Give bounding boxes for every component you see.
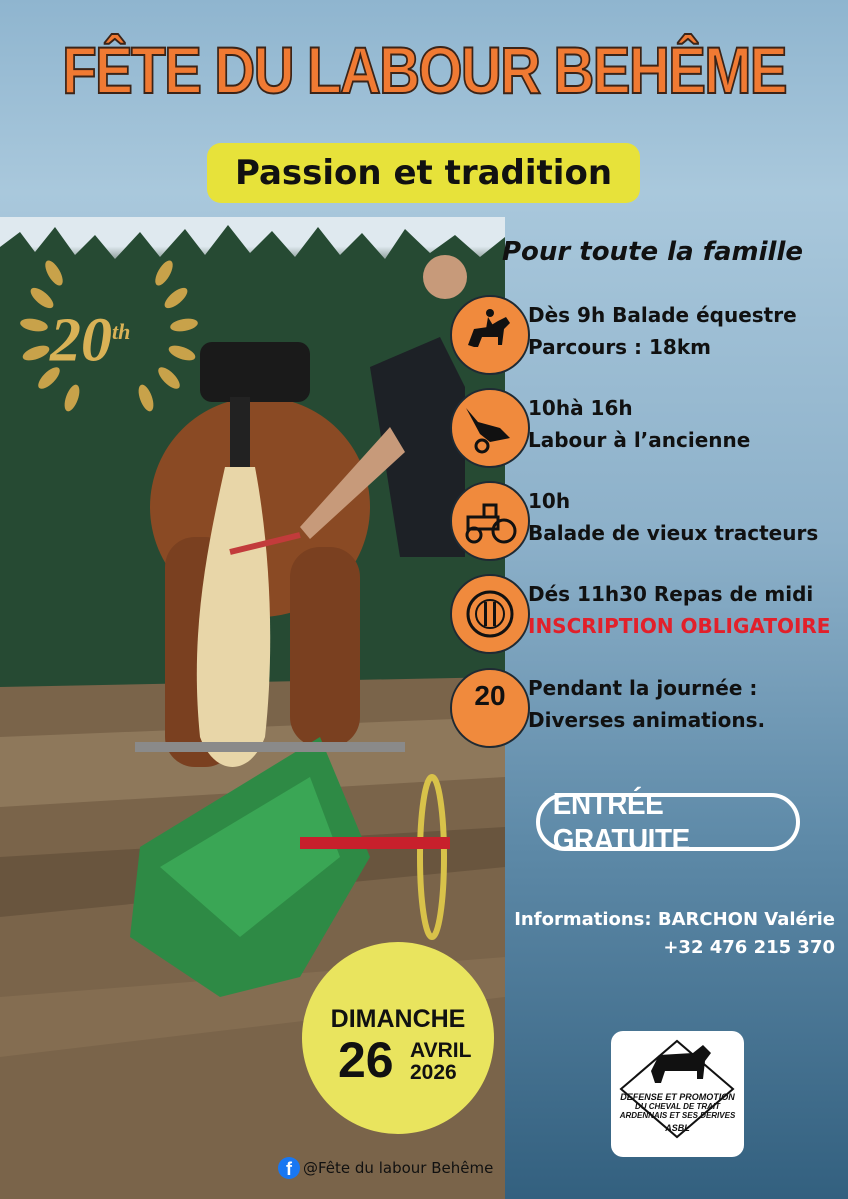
contact-name: Informations: BARCHON Valérie	[514, 909, 835, 930]
facebook-handle: @Fête du labour Behême	[303, 1159, 494, 1177]
program-item-detail: Diverses animations.	[528, 708, 766, 732]
contact-info	[505, 906, 835, 962]
program-item-detail: Parcours : 18km	[528, 335, 711, 359]
date-month: AVRIL	[410, 1039, 472, 1062]
subtitle: Passion et tradition	[234, 153, 613, 193]
program-item	[450, 295, 840, 375]
program-item	[450, 574, 840, 654]
date-year: 2026	[410, 1061, 457, 1084]
balloon-badge: 20	[474, 680, 506, 711]
logo-line4: ASBL	[665, 1123, 690, 1133]
plate-cutlery-icon	[450, 574, 530, 654]
facebook-icon: f	[278, 1157, 300, 1179]
date-day: 26	[338, 1032, 394, 1088]
page-title: FÊTE DU LABOUR BEHÊME	[62, 33, 786, 107]
logo-line1: DEFENSE ET PROMOTION	[620, 1092, 735, 1102]
free-entry-badge	[536, 786, 800, 857]
date-badge	[302, 942, 494, 1134]
program-item-detail: Balade de vieux tracteurs	[528, 521, 819, 545]
facebook-link[interactable]	[278, 1156, 493, 1180]
balloon-20-icon	[450, 668, 530, 748]
date-weekday: DIMANCHE	[330, 1005, 466, 1033]
anniversary-wreath	[14, 243, 204, 423]
program-item	[450, 481, 840, 561]
anniversary-suffix: th	[112, 319, 131, 344]
logo-line2: DU CHEVAL DE TRAIT ARDENNAIS ET SES DERIVES	[619, 1102, 736, 1120]
organizer-logo	[611, 1031, 744, 1157]
program-item-time: 10h	[528, 489, 571, 513]
tractor-icon	[450, 481, 530, 561]
program-item-time: Dés 11h30 Repas de midi	[528, 582, 814, 606]
registration-warning: INSCRIPTION OBLIGATOIRE	[528, 614, 831, 638]
plough-icon	[450, 388, 530, 468]
contact-phone: +32 476 215 370	[663, 937, 835, 958]
free-entry-label: ENTRÉE GRATUITE	[552, 786, 690, 857]
program-item	[450, 388, 840, 468]
program-item-time: Pendant la journée :	[528, 676, 758, 700]
program-item	[450, 668, 840, 748]
horse-rider-icon	[450, 295, 530, 375]
subtitle-banner	[207, 143, 640, 203]
program-item-detail: Labour à l’ancienne	[528, 428, 751, 452]
program-heading: Pour toute la famille	[501, 237, 804, 267]
program-item-time: 10hà 16h	[528, 396, 633, 420]
program-item-time: Dès 9h Balade équestre	[528, 303, 797, 327]
anniversary-number: 20	[50, 306, 112, 375]
